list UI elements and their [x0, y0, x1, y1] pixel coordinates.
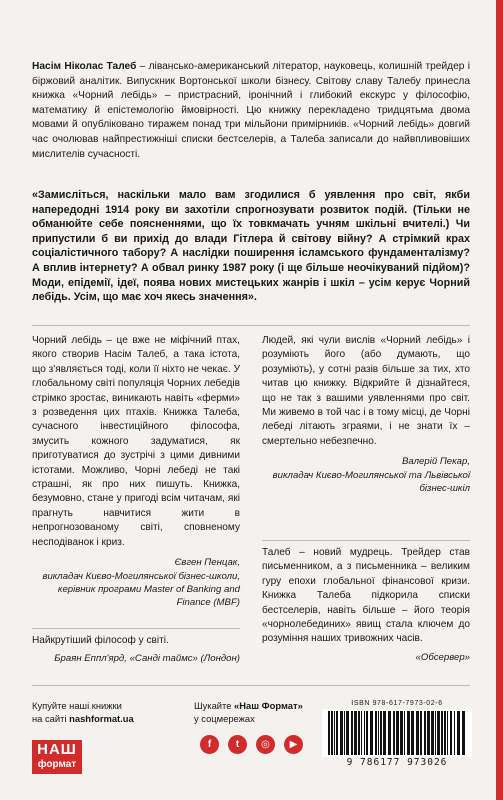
review-text: Людей, які чули вислів «Чорний лебідь» і розуміють його (або думають, що розуміють), у сотні разів більше за тих, хто читав цю книжку. Відкрийте й дізнайтеся, що не так з вашими уявленнями про світ. Ми живемо в той час і в тому місці, де Чорні лебеді літають зграями, і не знати їх – смертельно небезпечно.: [262, 335, 470, 447]
barcode-bar: [457, 711, 460, 755]
divider: [32, 685, 470, 686]
review-text: Талеб – новий мудрець. Трейдер став письменником, а з письменника – великим гуру епохи глобальної фінансової кризи. Книжка Талеба підкорила списки бестселерів, навіть більше – його теорія «чорнолебединих» явищ стала ключем до розуміння наших тривожних часів.: [262, 547, 470, 645]
isbn-text: ISBN 978-617-7973-02-6: [351, 700, 443, 707]
social-icons: [200, 735, 303, 754]
logo-top: НАШ: [37, 741, 77, 758]
barcode-bar: [378, 711, 379, 755]
reviewer-source: «Обсервер»: [415, 651, 470, 663]
instagram-icon[interactable]: ◎: [256, 735, 275, 754]
reviewer-name: Валерій Пекар,: [402, 456, 470, 468]
twitter-icon[interactable]: t: [228, 735, 247, 754]
barcode-bar: [400, 711, 403, 755]
quote-text: «Замисліться, наскільки мало вам згодилися б уявлення про світ, якби напередодні 1914 року ви захотіли спрогнозувати розвиток подій. (Тільки не обманюйте себе поясненнями, що їх товкмачать учням шкільні вчителі.) Чи припустили б ви прихід до влади Гітлера й світову війну? А стрімкий крах соціалістичного табору? А наслідки поширення ісламського фундаменталізму? А вплив інтернету? А обвал ринку 1987 року (і ще більше неочікуваний підйом)? Моди, епідемії, ідеї, поява нових мистецьких жанрів і шкіл – усім керує Чорний лебідь. Усім, що має хоч якесь значення».: [32, 189, 470, 304]
barcode-bar: [431, 711, 434, 755]
review-appleyard: [32, 634, 240, 666]
barcode-bar: [340, 711, 343, 755]
barcode-bar: [420, 711, 422, 755]
book-quote: [32, 188, 470, 305]
review-pekar: [262, 334, 470, 495]
barcode-bar: [416, 711, 419, 755]
divider: [262, 540, 470, 541]
barcode-bar: [435, 711, 436, 755]
barcode-bar: [334, 711, 335, 755]
barcode-bar: [393, 711, 395, 755]
bio-text: – ліванськo-американський літератор, науковець, колишній трейдер і біржовий аналітик. Випускник Вортонської школи бізнесу. Світову славу Талебу принесла книжка «Чорний лебідь» – пристрасний, іронічний і глибокий екскурс у філософію, математику й епістемологію ймовірності. Цю книжку перекладено тридцятьма двома мовами й опубліковано тиражем понад три мільйони примірників. «Чорний лебідь» довгий час очолював найпрестижніші списки бестселерів, а Талеба записали до найвпливовіших мислителів сучасності.: [32, 61, 470, 160]
divider: [32, 628, 240, 629]
buy-line: Купуйте наші книжки: [32, 700, 122, 711]
barcode-bar: [358, 711, 360, 755]
search-prefix: Шукайте: [194, 700, 235, 711]
logo-bottom: формат: [37, 759, 77, 770]
site-link[interactable]: nashformat.ua: [69, 712, 134, 724]
barcode-bar: [328, 711, 330, 755]
barcode-bar: [454, 711, 455, 755]
barcode-bar: [380, 711, 382, 755]
barcode-bar: [366, 711, 368, 755]
publisher-logo: [32, 740, 82, 774]
barcode-bar: [361, 711, 362, 755]
review-observer: [262, 546, 470, 664]
social-line: у соцмережах: [194, 712, 255, 724]
barcode-bar: [364, 711, 365, 755]
barcode-bar: [424, 711, 426, 755]
barcode-bar: [396, 711, 399, 755]
reviewer-role: викладач Києво-Могилянської бізнес-школи, керівник програми Master of Banking and Finance (MBF): [42, 570, 240, 609]
barcode-bar: [370, 711, 373, 755]
barcode-bar: [375, 711, 377, 755]
barcode-bar: [407, 711, 410, 755]
barcode-bar: [331, 711, 333, 755]
barcode-bar: [404, 711, 405, 755]
barcode-bar: [462, 711, 465, 755]
buy-info: [32, 700, 192, 725]
brand-name: «Наш Формат»: [234, 700, 303, 711]
divider: [32, 325, 470, 326]
reviewer-name: Браян Еппл'ярд,: [54, 653, 127, 665]
barcode-digits: 9 786177 973026: [346, 757, 448, 768]
barcode-bar: [336, 711, 338, 755]
barcode-bar: [437, 711, 440, 755]
barcode: [322, 700, 472, 768]
barcode-bar: [450, 711, 452, 755]
review-text: Найкрутіший філософ у світі.: [32, 635, 169, 646]
reviewer-role: викладач Києво-Могилянської та Львівської бізнес-шкіл: [272, 469, 470, 495]
facebook-icon[interactable]: f: [200, 735, 219, 754]
barcode-bar: [346, 711, 349, 755]
red-spine-bar: [496, 0, 503, 800]
barcode-bar: [351, 711, 353, 755]
author-bio: [32, 60, 470, 162]
barcode-bar: [354, 711, 357, 755]
barcode-bar: [447, 711, 448, 755]
barcode-bar: [383, 711, 386, 755]
barcode-bar: [411, 711, 414, 755]
social-info: [194, 700, 324, 725]
barcode-bar: [441, 711, 443, 755]
barcode-bar: [427, 711, 430, 755]
youtube-icon[interactable]: ▶: [284, 735, 303, 754]
buy-line-prefix: на сайті: [32, 712, 70, 724]
reviewer-name: Євген Пенцак,: [174, 557, 240, 569]
author-name: Насім Ніколас Талеб: [32, 61, 137, 72]
reviewer-source: «Санді таймс» (Лондон): [129, 653, 240, 665]
barcode-bar: [344, 711, 345, 755]
review-text: Чорний лебідь – це вже не міфічний птах, якого створив Насім Талеб, а така істота, що з'являється тоді, коли її ніхто не чекає. У глобальному світі популяція Чорних лебедів стрімко зростає, виникають навіть «ферми» з розведення цих птахів. Книжка Талеба, сучасного інвестиційного філософа, змусить кожного задуматися, як приготуватися до зустрічі з цими дивними істотами. Можливо, Чорні лебеді не такі страшні, як про них пишуть. Книжка, безумовно, стане у пригоді всім читачам, які прагнуть навчитися жити в непрогнозованому світі, сповненому несподіванок і криз.: [32, 335, 240, 548]
barcode-bars: [322, 709, 472, 757]
review-pentsak: [32, 334, 240, 610]
barcode-bar: [444, 711, 446, 755]
barcode-bar: [388, 711, 391, 755]
